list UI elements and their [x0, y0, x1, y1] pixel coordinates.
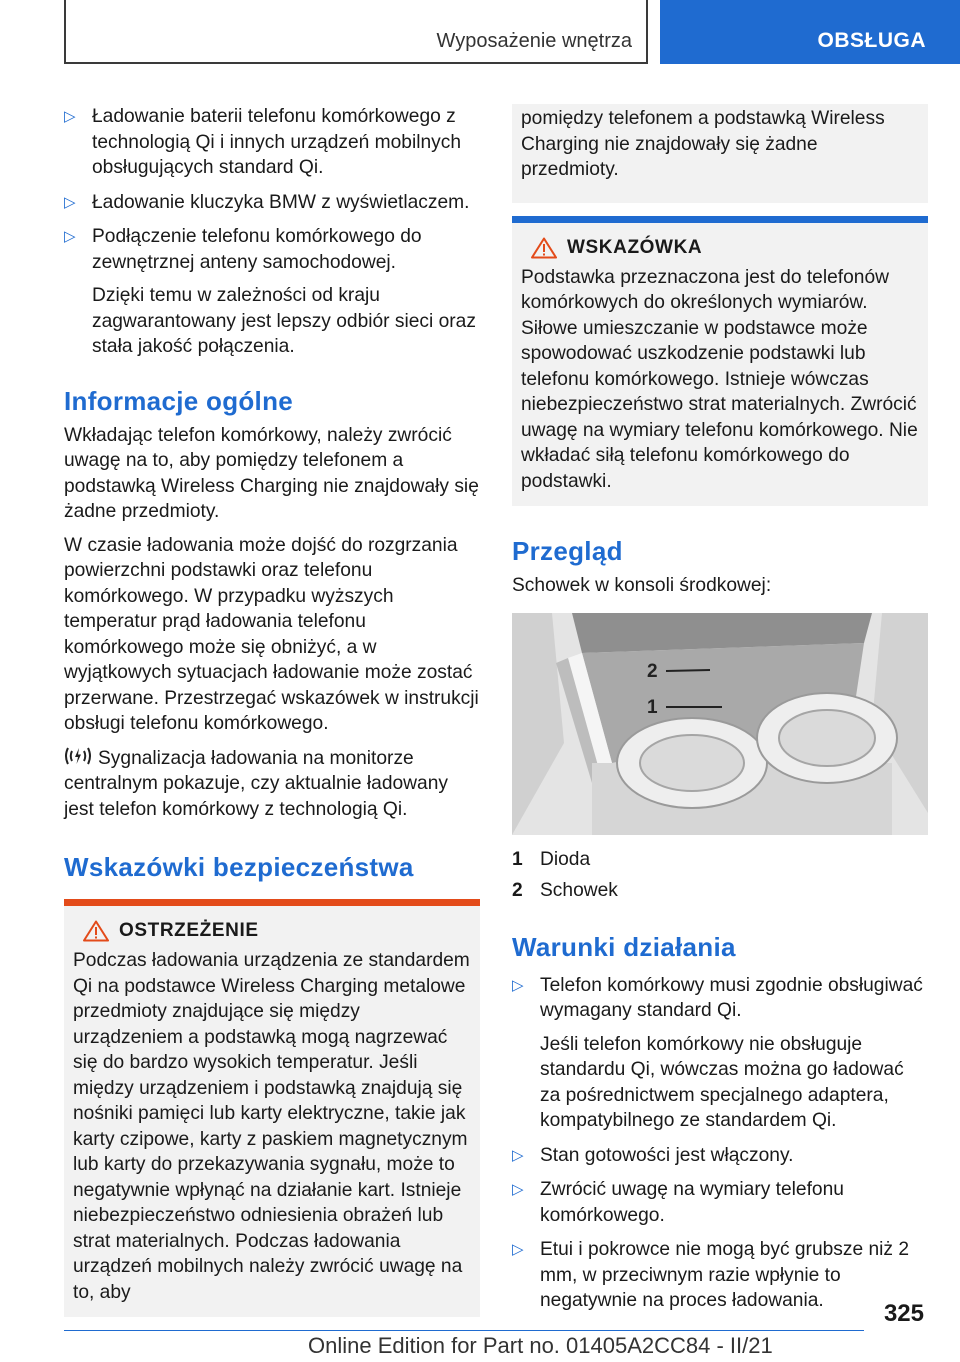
- heading-overview: Przegląd: [512, 536, 623, 566]
- notice-title: WSKAZÓWKA: [521, 237, 919, 259]
- paragraph-charging-signal: Sygnalizacja ładowania na monitorze centralnym pokazuje, czy aktualnie ładowany jest telefon komórkowy z technologią Qi.: [64, 745, 480, 823]
- notice-text: Podstawka przeznaczona jest do telefonów komórkowych do określonych wymiarów. Siłowe umieszczanie w podstawce może spowodować uszkodzenie podstawki lub telefonu komórkowego. Istnieje wówczas niebezpieczeństwo strat materialnych. Zwrócić uwagę na wymiary telefonu komórkowego. Nie wkładać siłą telefonu komórkowego do podstawki.: [521, 266, 918, 492]
- triangle-bullet-icon: ▷: [512, 1146, 524, 1164]
- list-item: ▷ Ładowanie kluczyka BMW z wyświetlaczem.: [64, 191, 470, 213]
- triangle-bullet-icon: ▷: [512, 976, 524, 994]
- warning-box-continued: [512, 104, 928, 203]
- triangle-bullet-icon: ▷: [64, 193, 76, 211]
- list-item: ▷ Zwrócić uwagę na wymiary telefonu komórkowego.: [512, 1179, 844, 1226]
- list-item: ▷ Stan gotowości jest włączony.: [512, 1144, 794, 1166]
- header-chapter-tab[interactable]: [660, 0, 960, 64]
- left-column: [64, 104, 480, 1317]
- warning-box: [64, 899, 480, 1317]
- triangle-bullet-icon: ▷: [512, 1181, 524, 1198]
- triangle-bullet-icon: ▷: [64, 228, 76, 245]
- warning-triangle-icon: [83, 920, 109, 942]
- header-chapter-title: OBSŁUGA: [817, 29, 926, 52]
- notice-box: [512, 216, 928, 507]
- warning-text: Podczas ładowania urządzenia ze standardem Qi na podstawce Wireless Charging metalowe przedmioty znajdujące się między urządzeniem a podstawką mogą nagrzewać się do bardzo wysokich temperatur. Jeśli między urządzeniem i podstawką znajdują się nośniki pamięci lub karty elektryczne, takie jak karty czipowe, karty z paskiem magnetycznym lub karty do przekazywania sygnału, może to negatywnie wpłynąć na działanie kart. Istnieje niebezpieczeństwo odniesienia obrażeń lub strat materialnych. Podczas ładowania urządzeń mobilnych należy zwrócić uwagę na to, aby: [73, 950, 470, 1303]
- warning-text-continued: pomiędzy telefonem a podstawką Wireless Charging nie znajdowały się żadne przedmioty.: [521, 108, 885, 180]
- triangle-bullet-icon: ▷: [512, 1241, 524, 1258]
- console-storage-figure: [512, 613, 928, 835]
- list-item: ▷ Ładowanie baterii telefonu komórkowego z technologią Qi i innych urządzeń mobilnych obsługujących standard Qi.: [64, 106, 462, 178]
- heading-safety: Wskazówki bezpieczeństwa: [64, 852, 414, 882]
- console-storage-illustration: [512, 613, 928, 835]
- overview-intro: Schowek w konsoli środkowej:: [512, 575, 772, 596]
- paragraph: Wkładając telefon komórkowy, należy zwrócić uwagę na to, aby pomiędzy telefonem a podstawką Wireless Charging nie znajdowały się żadne przedmioty.: [64, 424, 479, 522]
- warning-title: OSTRZEŻENIE: [73, 920, 471, 942]
- heading-conditions: Warunki działania: [512, 931, 736, 962]
- header-section-title: Wyposażenie wnętrza: [436, 30, 632, 52]
- heading-general-info: Informacje ogólne: [64, 385, 294, 416]
- footer-edition: Online Edition for Part no. 01405A2CC84 - II/21: [308, 1333, 773, 1358]
- list-item-subtext: Dzięki temu w zależności od kraju zagwarantowany jest lepszy odbiór sieci oraz stała jakość połączenia.: [92, 285, 476, 357]
- notice-triangle-icon: [531, 237, 557, 259]
- header-section-box: [64, 0, 648, 64]
- list-item-subtext: Jeśli telefon komórkowy nie obsługuje standardu Qi, wówczas można go ładować za pośrednictwem specjalnego adaptera, kompatybilnego ze standardem Qi.: [540, 1033, 904, 1131]
- list-item: ▷ Telefon komórkowy musi zgodnie obsługiwać wymagany standard Qi. Jeśli telefon komórkowy nie obsługuje standardu Qi, wówczas można go ładować za pośrednictwem specjalnego adaptera, kompatybilnego ze standardem Qi.: [512, 973, 928, 1134]
- legend-item: 2 Schowek: [512, 880, 618, 901]
- right-column: [512, 104, 928, 1323]
- list-item: ▷ Etui i pokrowce nie mogą być grubsze niż 2 mm, w przeciwnym razie wpłynie to negatywnie na proces ładowania.: [512, 1239, 910, 1311]
- page-number: 325: [883, 1300, 924, 1327]
- figure-label: 1: [647, 696, 658, 718]
- legend-item: 1 Dioda: [512, 848, 591, 870]
- figure-label: 2: [647, 660, 658, 682]
- footer-divider: [64, 1330, 864, 1331]
- triangle-bullet-icon: ▷: [64, 108, 76, 125]
- paragraph: W czasie ładowania może dojść do rozgrzania powierzchni podstawki oraz telefonu komórkowego. W przypadku wyższych temperatur prąd ładowania telefonu komórkowego może się obniżyć, a w wyjątkowych sytuacjach ładowanie może zostać przerwane. Przestrzegać wskazówek w instrukcji obsługi telefonu komórkowego.: [64, 534, 479, 734]
- wireless-charging-icon: [64, 745, 92, 767]
- list-item: ▷ Podłączenie telefonu komórkowego do zewnętrznej anteny samochodowej. Dzięki temu w zależności od kraju zagwarantowany jest lepszy odbiór sieci oraz stała jakość połączenia.: [64, 224, 480, 360]
